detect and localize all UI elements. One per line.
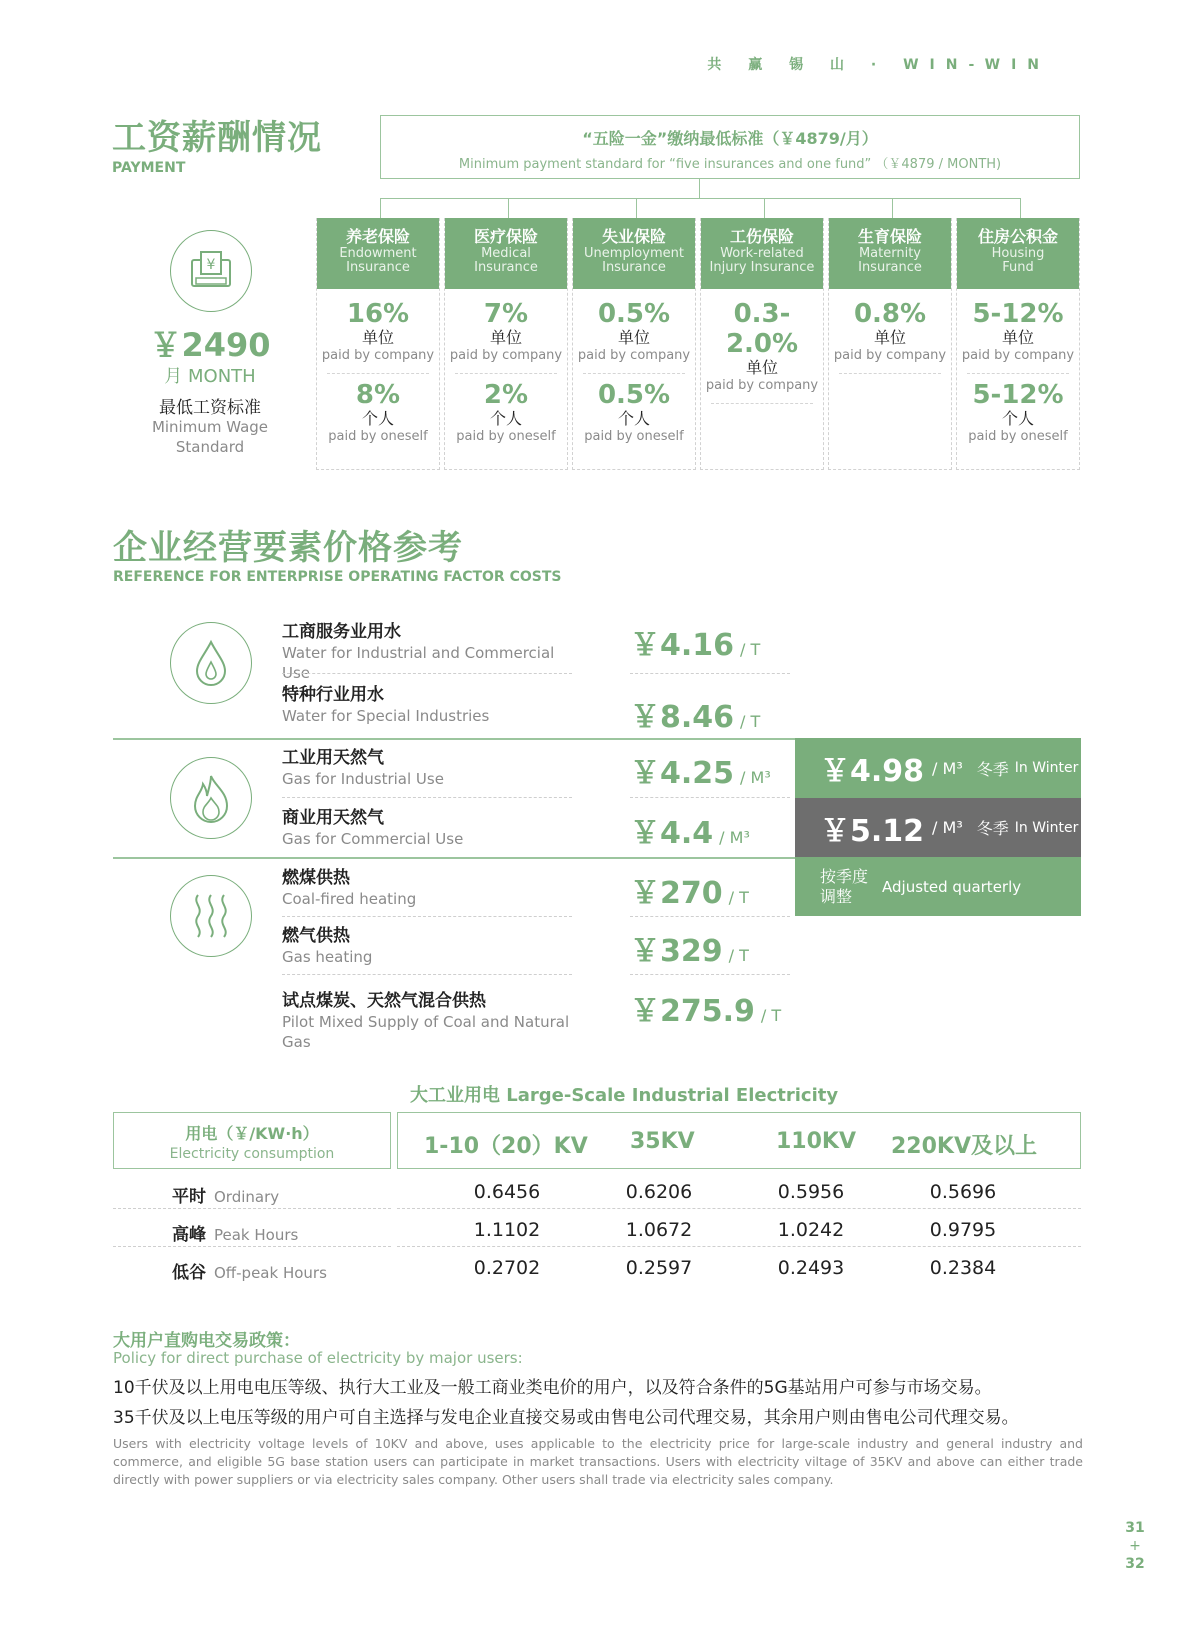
self-rate: [445, 380, 567, 445]
rate-payer-en: paid by oneself: [328, 429, 428, 444]
winter-price-value: ￥4.98: [820, 754, 925, 789]
factor-name-cn: 试点煤炭、天然气混合供热: [282, 991, 486, 1011]
insurance-column-housing-fund: [956, 218, 1080, 470]
insurance-name-en: Insurance: [474, 260, 538, 275]
factor-name-en: Water for Industrial and Commercial Use: [282, 644, 555, 682]
rate-payer-cn: 个人: [1001, 409, 1034, 428]
voltage-header: [397, 1112, 1081, 1169]
connector-drop: [1020, 198, 1021, 218]
brand-tagline: 共 赢 锡 山 · WIN-WIN: [707, 57, 1050, 73]
rate-payer-cn: 个人: [489, 409, 522, 428]
rate-payer-cn: 单位: [745, 358, 778, 377]
factor-price: [630, 748, 771, 792]
winter-label-en: In Winter: [1014, 760, 1079, 776]
rate-value: 5-12%: [972, 380, 1064, 410]
price-value: ￥4.4: [630, 816, 714, 851]
factor-price: [630, 926, 749, 970]
winter-label-cn: 冬季: [976, 819, 1009, 838]
insurance-name-en: Injury Insurance: [709, 260, 815, 275]
policy-line-2: 35千伏及以上电压等级的用户可自主选择与发电企业直接交易或由售电公司代理交易，其余用户则由售电公司代理交易。: [113, 1408, 1019, 1428]
insurance-name-en: Insurance: [346, 260, 410, 275]
rate-payer-cn: 个人: [617, 409, 650, 428]
price-unit: / T: [740, 640, 761, 659]
rate-payer-en: paid by company: [705, 378, 819, 393]
electricity-unit-header: [113, 1112, 391, 1169]
row-label-cn: 平时: [172, 1187, 206, 1207]
electricity-unit-cn: 用电（￥/KW·h）: [185, 1124, 319, 1143]
insurance-name-en: Housing: [991, 246, 1045, 261]
factor-name-cn: 特种行业用水: [282, 685, 384, 705]
rate-value: 0.8%: [853, 299, 927, 329]
price-value: ￥4.25: [630, 756, 735, 791]
table-cell: 1.1102: [473, 1219, 541, 1241]
price-unit: / M³: [740, 768, 771, 787]
voltage-level: 35KV: [630, 1129, 695, 1154]
price-value: ￥8.46: [630, 700, 735, 735]
factor-name-en: Coal-fired heating: [282, 890, 417, 908]
winter-price-unit: / M³: [932, 758, 963, 778]
table-cell: 0.2493: [777, 1257, 845, 1279]
divider: [113, 1246, 391, 1247]
winter-price-commercial: [795, 798, 1081, 857]
connector-bar: [380, 198, 1020, 199]
adjusted-label-cn-1: 按季度: [820, 866, 869, 886]
factor-name-en: Gas heating: [282, 948, 373, 966]
insurance-header: [957, 218, 1079, 289]
connector-drop: [764, 198, 765, 218]
factor-name-cn: 燃气供热: [282, 926, 350, 946]
rate-payer-cn: 单位: [873, 328, 906, 347]
standard-en: Minimum payment standard for “five insurances and one fund” （￥4879 / MONTH): [458, 157, 1002, 172]
divider: [282, 974, 572, 975]
insurance-standard-box: [380, 115, 1080, 179]
insurance-column-endowment: [316, 218, 440, 470]
divider: [397, 1246, 1081, 1247]
row-label-cn: 低谷: [172, 1263, 206, 1283]
rate-payer-en: paid by company: [449, 348, 563, 363]
rate-payer-en: paid by oneself: [456, 429, 556, 444]
winter-label-cn: 冬季: [976, 759, 1009, 779]
insurance-column-maternity: [828, 218, 952, 470]
winter-price-unit: / M³: [932, 818, 963, 837]
divider: [967, 373, 1069, 374]
factors-subtitle: REFERENCE FOR ENTERPRISE OPERATING FACTOR COSTS: [113, 569, 562, 585]
insurance-header: [829, 218, 951, 289]
winter-label-en: In Winter: [1014, 819, 1079, 836]
rate-payer-en: paid by company: [577, 348, 691, 363]
price-unit: / T: [740, 712, 761, 731]
insurance-header: [445, 218, 567, 289]
factor-name-cn: 燃煤供热: [282, 868, 350, 888]
table-cell: 1.0242: [777, 1219, 845, 1241]
connector-drop: [636, 198, 637, 218]
factor-name-cn: 工商服务业用水: [282, 622, 401, 642]
table-cell: 0.6206: [625, 1181, 693, 1203]
factor-name-en: Gas for Commercial Use: [282, 830, 464, 848]
electricity-row-label: [172, 1182, 279, 1207]
price-unit: / T: [728, 946, 749, 965]
adjusted-quarterly-box: [795, 857, 1081, 916]
water-drop-icon: [170, 622, 252, 704]
electricity-unit-en: Electricity consumption: [169, 1146, 335, 1162]
insurance-name-cn: 住房公积金: [977, 227, 1058, 246]
table-cell: 0.5696: [929, 1181, 997, 1203]
svg-text:¥: ¥: [206, 257, 216, 273]
winter-price-industrial: [795, 738, 1081, 798]
factor-row-label: [282, 991, 572, 1052]
rate-value: 0.3-2.0%: [725, 299, 799, 359]
insurance-header: [573, 218, 695, 289]
rate-value: 5-12%: [972, 299, 1064, 329]
factor-row-label: [282, 748, 572, 789]
self-rate: [573, 380, 695, 445]
electricity-row-label: [172, 1220, 298, 1245]
insurance-name-en: Endowment: [339, 246, 417, 261]
divider: [113, 1208, 391, 1209]
policy-english: Users with electricity voltage levels of 10KV and above, uses applicable to the electricity price for large-scale industry and general industry and commerce, and eligible 5G base station users can participate in market transactions. Users with electricity viltage of 35KV and above can either trade directly with power suppliers or via electricity sales company. Other users shall trade via electricity sales company.: [113, 1436, 1083, 1487]
connector-drop: [508, 198, 509, 218]
table-cell: 0.6456: [473, 1181, 541, 1203]
price-value: ￥329: [630, 934, 723, 969]
connector-drop: [892, 198, 893, 218]
voltage-level: 220KV及以上: [891, 1134, 1037, 1159]
rate-payer-en: paid by oneself: [584, 429, 684, 444]
factors-title: 企业经营要素价格参考: [113, 528, 463, 568]
company-rate: [573, 299, 695, 364]
insurance-header: [317, 218, 439, 289]
company-rate: [445, 299, 567, 364]
policy-title: 大用户直购电交易政策：: [113, 1331, 300, 1351]
insurance-name-en: Work-related: [720, 246, 804, 261]
price-value: ￥4.16: [630, 628, 735, 663]
heat-waves-icon: [170, 875, 252, 957]
connector-drop: [380, 198, 381, 218]
price-value: ￥275.9: [630, 994, 755, 1029]
rate-value: 8%: [355, 380, 401, 410]
company-rate: [829, 299, 951, 364]
divider: [282, 916, 572, 917]
table-cell: 0.9795: [929, 1219, 997, 1241]
insurance-name-cn: 工伤保险: [729, 227, 794, 246]
minimum-wage-label-en-2: Standard: [175, 438, 245, 456]
rate-value: 0.5%: [597, 299, 671, 329]
insurance-name-cn: 生育保险: [857, 227, 922, 246]
price-unit: / T: [760, 1006, 782, 1025]
self-rate: [317, 380, 439, 445]
divider: [397, 1208, 1081, 1209]
rate-payer-en: paid by company: [321, 348, 435, 363]
factor-row-label: [282, 808, 572, 849]
company-rate: [957, 299, 1079, 364]
rate-value: 2%: [483, 380, 529, 410]
self-rate: [957, 380, 1079, 445]
standard-cn: “五险一金”缴纳最低标准（￥4879/月）: [582, 129, 878, 148]
winter-price-value: ￥5.12: [820, 813, 925, 849]
adjusted-label-cn: [820, 867, 868, 907]
price-unit: / M³: [719, 828, 750, 847]
table-cell: 0.2597: [625, 1257, 693, 1279]
divider: [282, 673, 572, 674]
divider: [583, 373, 685, 374]
section-divider: [113, 738, 795, 740]
payment-subtitle: PAYMENT: [112, 160, 186, 176]
rate-value: 16%: [346, 299, 410, 329]
divider: [282, 797, 572, 798]
table-cell: 0.2384: [929, 1257, 997, 1279]
company-rate: [317, 299, 439, 364]
factor-name-cn: 商业用天然气: [282, 808, 384, 828]
factor-row-label: [282, 926, 572, 967]
factor-name-en: Gas for Industrial Use: [282, 770, 444, 788]
voltage-level: 1-10（20）KV: [424, 1134, 588, 1159]
flame-icon: [170, 757, 252, 839]
price-unit: / T: [728, 888, 749, 907]
rate-payer-cn: 单位: [489, 328, 522, 347]
page-number-left: 31: [1125, 1520, 1145, 1536]
rate-payer-cn: 单位: [361, 328, 394, 347]
rate-payer-cn: 单位: [1001, 328, 1034, 347]
factor-price: [630, 620, 760, 664]
rate-value: 0.5%: [597, 380, 671, 410]
policy-subtitle: Policy for direct purchase of electricity by major users:: [113, 1349, 523, 1367]
factor-price: [630, 986, 781, 1030]
factor-name-en: Pilot Mixed Supply of Coal and Natural Gas: [282, 1013, 570, 1051]
insurance-name-cn: 医疗保险: [473, 227, 538, 246]
minimum-wage-amount: ￥2490: [149, 326, 271, 364]
voltage-level: 110KV: [776, 1129, 856, 1154]
insurance-name-cn: 失业保险: [601, 227, 666, 246]
divider: [711, 403, 813, 404]
insurance-column-unemployment: [572, 218, 696, 470]
electricity-row-label: [172, 1258, 327, 1283]
divider: [630, 797, 790, 798]
insurance-name-cn: 养老保险: [345, 227, 410, 246]
adjusted-label-en: Adjusted quarterly: [882, 877, 1022, 896]
insurance-name-en: Insurance: [858, 260, 922, 275]
row-label-en: Off-peak Hours: [214, 1264, 327, 1282]
table-cell: 1.0672: [625, 1219, 693, 1241]
minimum-wage-label-cn: 最低工资标准: [159, 398, 261, 418]
divider: [630, 974, 790, 975]
divider: [839, 373, 941, 374]
factor-name-cn: 工业用天然气: [282, 748, 384, 768]
factor-price: [630, 868, 749, 912]
insurance-header: [701, 218, 823, 289]
row-label-en: Peak Hours: [214, 1226, 299, 1244]
section-divider: [113, 857, 795, 859]
insurance-column-work-injury: [700, 218, 824, 470]
insurance-name-en: Insurance: [602, 260, 666, 275]
divider: [455, 373, 557, 374]
table-cell: 0.5956: [777, 1181, 845, 1203]
rate-payer-en: paid by company: [961, 348, 1075, 363]
yen-wallet-icon: [170, 230, 252, 312]
factor-row-label: [282, 868, 572, 909]
insurance-name-en: Maternity: [858, 246, 922, 261]
factor-price: [630, 692, 760, 736]
payment-title: 工资薪酬情况: [112, 118, 322, 158]
page-number-separator: +: [1129, 1538, 1141, 1554]
insurance-name-en: Fund: [1002, 260, 1034, 275]
factor-price: [630, 808, 750, 852]
rate-payer-cn: 单位: [617, 328, 650, 347]
adjusted-label-cn-2: 调整: [820, 886, 853, 906]
divider: [630, 916, 790, 917]
table-cell: 0.2702: [473, 1257, 541, 1279]
rate-payer-en: paid by company: [833, 348, 947, 363]
minimum-wage-label-en-1: Minimum Wage: [151, 418, 269, 436]
electricity-title: 大工业用电 Large-Scale Industrial Electricity: [410, 1085, 839, 1106]
row-label-cn: 高峰: [172, 1225, 206, 1245]
rate-payer-cn: 个人: [361, 409, 394, 428]
row-label-en: Ordinary: [214, 1188, 280, 1206]
price-value: ￥270: [630, 876, 723, 911]
divider: [327, 373, 429, 374]
minimum-wage-label-en: [120, 417, 300, 457]
divider: [630, 673, 790, 674]
factor-name-en: Water for Special Industries: [282, 707, 490, 725]
policy-line-1: 10千伏及以上用电电压等级、执行大工业及一般工商业类电价的用户，以及符合条件的5G基站用户可参与市场交易。: [113, 1378, 992, 1398]
minimum-wage-unit: 月 MONTH: [164, 366, 256, 387]
connector-stem: [699, 179, 700, 198]
company-rate: [701, 299, 823, 394]
factor-row-label: [282, 685, 572, 726]
page-number-right: 32: [1125, 1556, 1145, 1572]
insurance-name-en: Unemployment: [584, 246, 684, 261]
rate-payer-en: paid by oneself: [968, 429, 1068, 444]
insurance-name-en: Medical: [481, 246, 531, 261]
insurance-column-medical: [444, 218, 568, 470]
rate-value: 7%: [483, 299, 529, 329]
